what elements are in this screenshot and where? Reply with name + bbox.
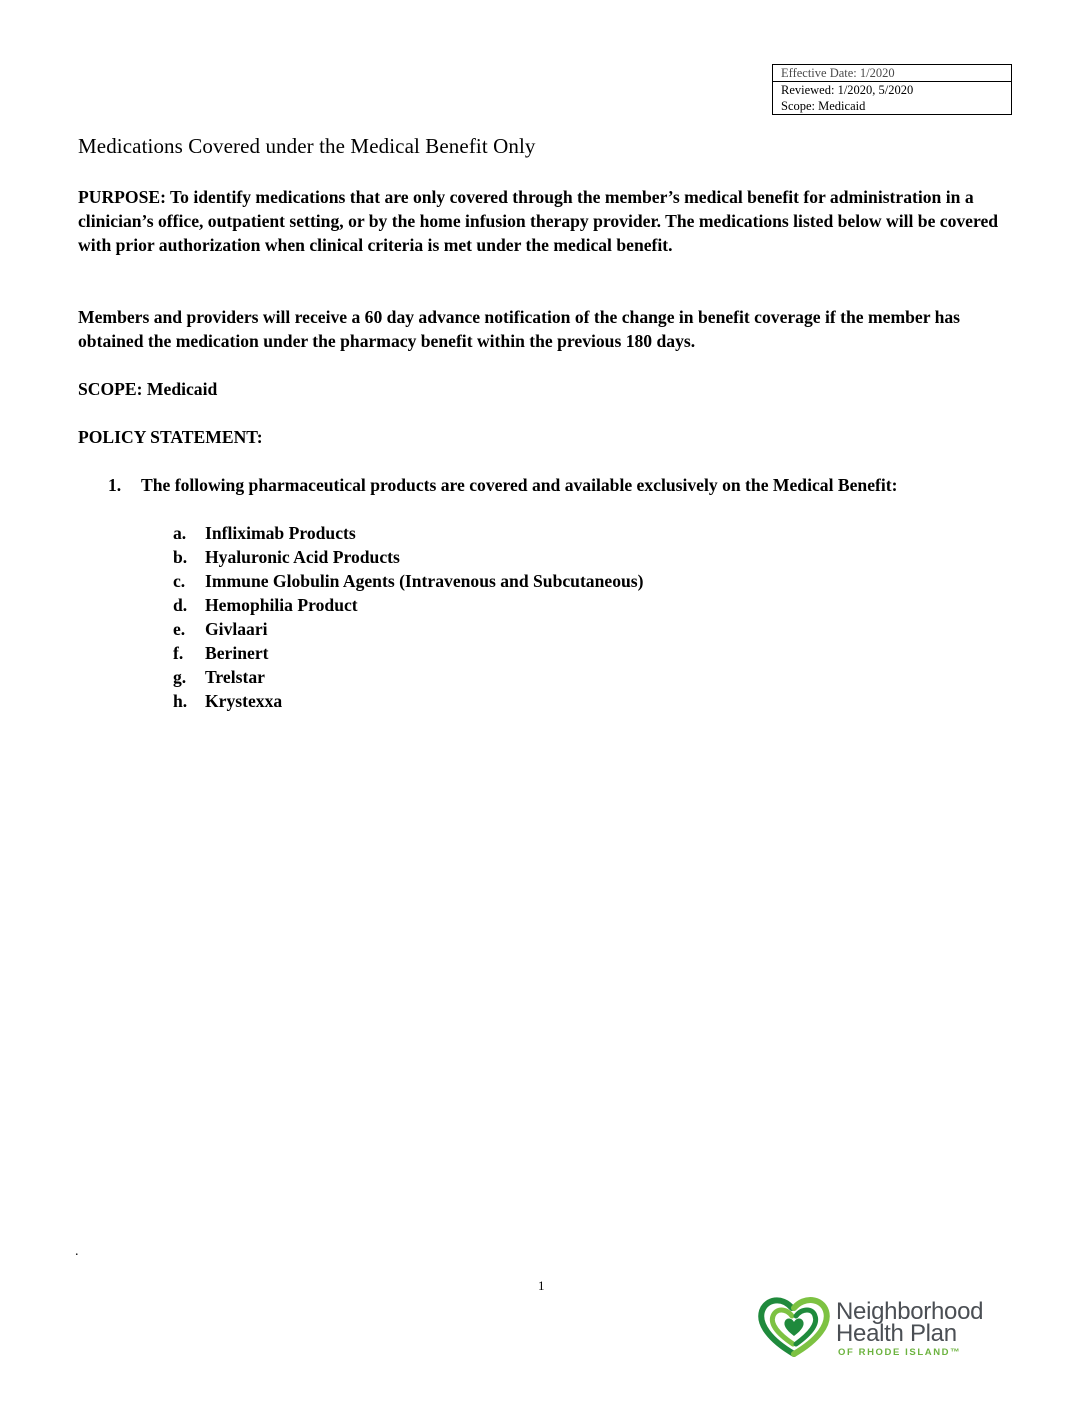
logo-text-line1: Neighborhood: [836, 1298, 984, 1325]
list-item-letter: f.: [173, 643, 184, 663]
list-item: [173, 545, 644, 569]
list-item-text: Infliximab Products: [205, 523, 356, 543]
policy-item-text: The following pharmaceutical products are covered and available exclusively on the Medical Benefit:: [141, 475, 898, 495]
reviewed-dates: Reviewed: 1/2020, 5/2020: [781, 83, 914, 97]
list-item: [173, 569, 644, 593]
logo-text-line3: OF RHODE ISLAND™: [838, 1347, 962, 1358]
scope-paragraph: SCOPE: Medicaid: [78, 379, 218, 399]
covered-products-list: [173, 521, 644, 713]
document-info-box: [772, 64, 1012, 115]
list-item-text: Trelstar: [205, 667, 265, 687]
list-item-text: Hemophilia Product: [205, 595, 358, 615]
list-item: [173, 593, 644, 617]
list-item-letter: d.: [173, 595, 188, 615]
list-item: [173, 641, 644, 665]
document-title: Medications Covered under the Medical Benefit Only: [78, 134, 536, 158]
list-item-letter: h.: [173, 691, 188, 711]
list-item-letter: a.: [173, 523, 187, 543]
list-item-text: Krystexxa: [205, 691, 283, 711]
list-item-letter: e.: [173, 619, 186, 639]
notification-paragraph: Members and providers will receive a 60 day advance notification of the change in benefit coverage if the member has obtained the medication under the pharmacy benefit within the previous 180 days.: [78, 307, 961, 351]
list-item: [173, 665, 644, 689]
list-item-letter: b.: [173, 547, 188, 567]
purpose-paragraph: PURPOSE: To identify medications that are only covered through the member’s medical benefit for administration in a clinician’s office, outpatient setting, or by the home infusion therapy provider. The medications listed below will be covered with prior authorization when clinical criteria is met under the medical benefit.: [78, 187, 999, 255]
heart-logo-icon: [756, 1294, 832, 1362]
page-number: 1: [538, 1278, 545, 1293]
list-item-letter: g.: [173, 667, 187, 687]
list-item-text: Immune Globulin Agents (Intravenous and Subcutaneous): [205, 571, 644, 591]
policy-item-1: [108, 473, 988, 497]
neighborhood-health-plan-logo: [756, 1294, 1016, 1362]
list-item-text: Hyaluronic Acid Products: [205, 547, 400, 567]
stray-dot: .: [75, 1244, 79, 1259]
list-item: [173, 617, 644, 641]
list-item-letter: c.: [173, 571, 186, 591]
list-item-text: Berinert: [205, 643, 269, 663]
scope-label: Scope: Medicaid: [781, 99, 866, 113]
list-item: [173, 689, 644, 713]
list-item-text: Givlaari: [205, 619, 268, 639]
policy-item-number: 1.: [108, 475, 122, 495]
logo-text-line2: Health Plan: [836, 1320, 957, 1347]
list-item: [173, 521, 644, 545]
policy-heading: POLICY STATEMENT:: [78, 427, 263, 447]
effective-date: Effective Date: 1/2020: [773, 65, 1011, 82]
